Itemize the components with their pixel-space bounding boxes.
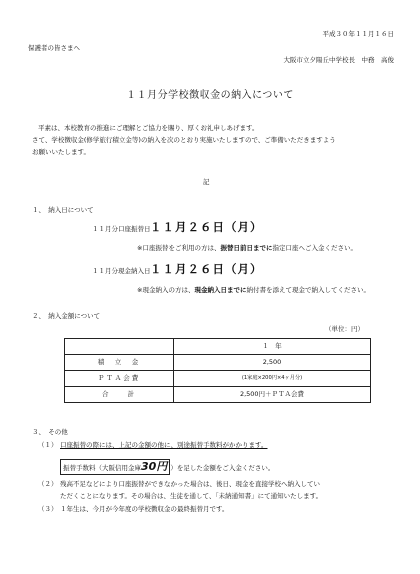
table-row-label: 合 計: [65, 387, 174, 403]
table-row-value: 2,500円＋ＰＴＡ会費: [174, 387, 371, 403]
section1-row2-date: １１月２６日（月）: [150, 262, 263, 276]
section1-heading: １、 納入日について: [32, 206, 94, 214]
item3-text: １年生は、今月が今年度の学校徴収金の最終振替月です。: [60, 505, 229, 513]
item1-text: 口座振替の際には、上記の金額の他に、別途振替手数料がかかります。: [60, 441, 268, 449]
ki-mark: 記: [203, 178, 210, 186]
item2-line-1: 残高不足などにより口座振替ができなかった場合は、後日、現金を直接学校へ納入してい: [60, 480, 320, 488]
section1-row2-label: １１月分現金納入日: [92, 267, 151, 275]
section3-heading: ３、 その他: [32, 428, 68, 436]
document-title: １１月分学校徴収金の納入について: [126, 90, 294, 101]
table-corner-cell: [65, 339, 174, 355]
fee-note: 振替手数料（大阪信用金庫30円 ）を足した金額をご入金ください。: [60, 459, 274, 475]
recipient: 保護者の皆さまへ: [28, 44, 80, 52]
table-row: [65, 387, 371, 403]
intro-line-3: お願いいたします。: [32, 148, 90, 156]
item1-number: （１）: [38, 441, 58, 449]
sender: 大阪市立夕陽丘中学校長 中務 高俊: [283, 56, 394, 64]
item2-number: （２）: [38, 480, 58, 488]
intro-line-2: さて、学校徴収金(修学旅行積立金等)の納入を次のとおり実施いたしますので、ご準備いただきますよう: [32, 136, 336, 144]
intro-line-1: 平素は、本校教育の推進にご理解とご協力を賜り、厚くお礼申しあげます。: [38, 124, 259, 132]
section2-heading: ２、 納入金額について: [32, 312, 101, 320]
section1-row2-note: ※現金納入の方は、現金納入日までに納付書を添えて現金で納入してください。: [137, 286, 370, 294]
table-row-value: (1家庭×200円×4ヶ月分): [174, 371, 371, 387]
table-col-header: １ 年: [174, 339, 371, 355]
item3-number: （３）: [38, 505, 58, 513]
table-header-row: [65, 339, 371, 355]
table-row-value: 2,500: [174, 355, 371, 371]
section1-row1-note: ※口座振替をご利用の方は、振替日前日までに指定口座へご入金ください。: [137, 244, 357, 252]
amount-table: [64, 338, 371, 403]
item2-line-2: ただくことになります。その場合は、生徒を通して、「未納通知書」にて通知いたします。: [60, 492, 323, 500]
table-row: [65, 371, 371, 387]
unit-note: （単位：円）: [325, 325, 364, 333]
table-row: [65, 355, 371, 371]
table-row-label: ＰＴＡ会費: [65, 371, 174, 387]
section1-row1-date: １１月２６日（月）: [150, 220, 263, 234]
section1-row1-label: １１月分口座振替日: [92, 225, 151, 233]
table-row-label: 積 立 金: [65, 355, 174, 371]
document-date: 平成３０年１１月１６日: [322, 30, 394, 38]
